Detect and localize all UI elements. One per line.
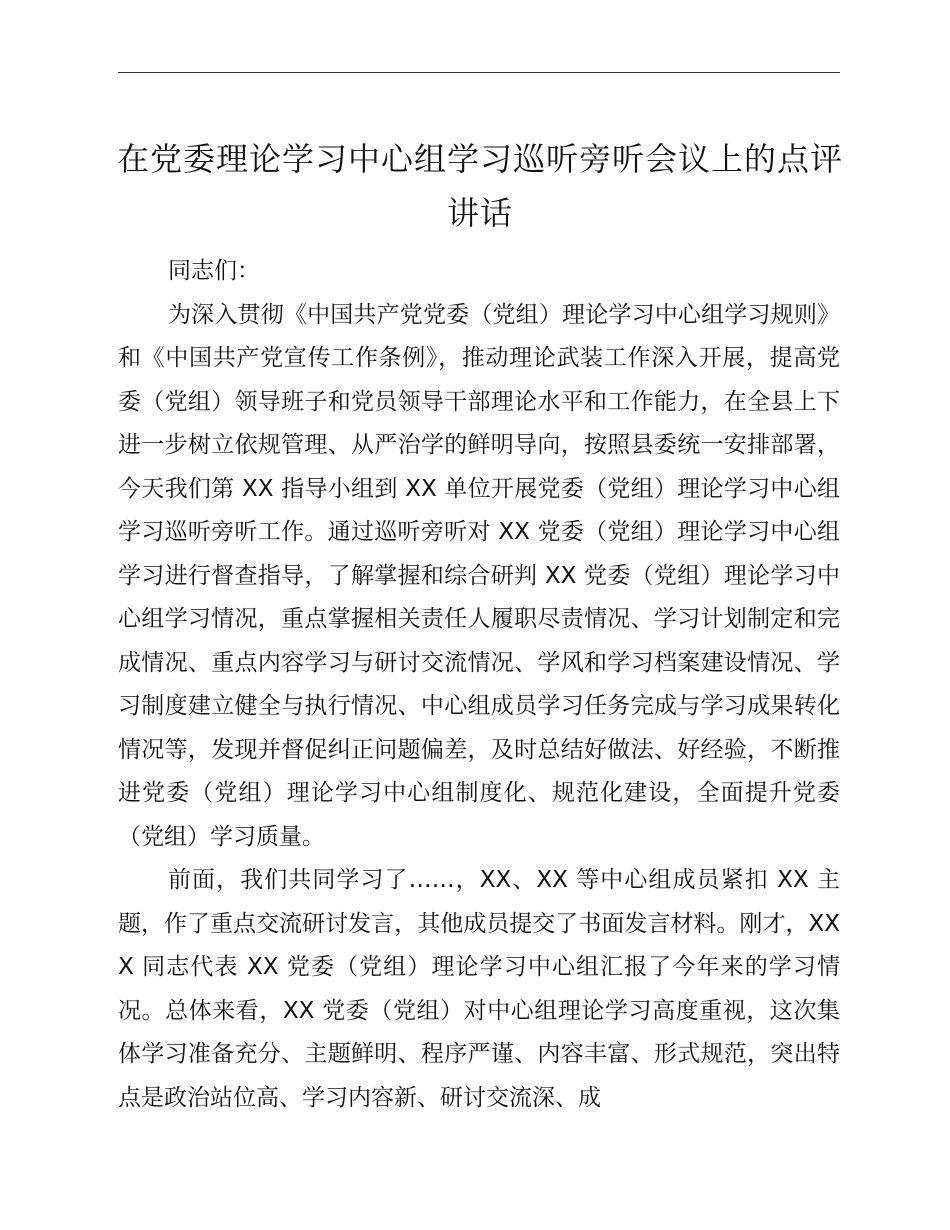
paragraph-1: 为深入贯彻《中国共产党党委（党组）理论学习中心组学习规则》和《中国共产党宣传工作条例》，推动理论武装工作深入开展，提高党委（党组）领导班子和党员领导干部理论水平和工作能力，在全县上下进一步树立依规管理、从严治学的鲜明导向，按照县委统一安排部署，今天我们第 XX 指导小组到 XX 单位开展党委（党组）理论学习中心组学习巡听旁听工作。通过巡听旁听对 XX 党委（党组）理论学习中心组学习进行督查指导，了解掌握和综合研判 XX 党委（党组）理论学习中心组学习情况，重点掌握相关责任人履职尽责情况、学习计划制定和完成情况、重点内容学习与研讨交流情况、学风和学习档案建设情况、学习制度建立健全与执行情况、中心组成员学习任务完成与学习成果转化情况等，发现并督促纠正问题偏差，及时总结好做法、好经验，不断推进党委（党组）理论学习中心组制度化、规范化建设，全面提升党委（党组）学习质量。 <box>118 301 840 850</box>
document-body <box>118 250 840 1120</box>
paragraph-2: 前面，我们共同学习了……，XX、XX 等中心组成员紧扣 XX 主题，作了重点交流研讨发言，其他成员提交了书面发言材料。刚才，XXX 同志代表 XX 党委（党组）理论学习中心组汇报了今年来的学习情况。总体来看，XX 党委（党组）对中心组理论学习高度重视，这次集体学习准备充分、主题鲜明、程序严谨、内容丰富、形式规范，突出特点是政治站位高、学习内容新、研讨交流深、成 <box>118 867 840 1111</box>
document-title: 在党委理论学习中心组学习巡听旁听会议上的点评讲话 <box>116 140 843 232</box>
salutation: 同志们： <box>168 258 260 284</box>
header-rule <box>118 72 840 73</box>
